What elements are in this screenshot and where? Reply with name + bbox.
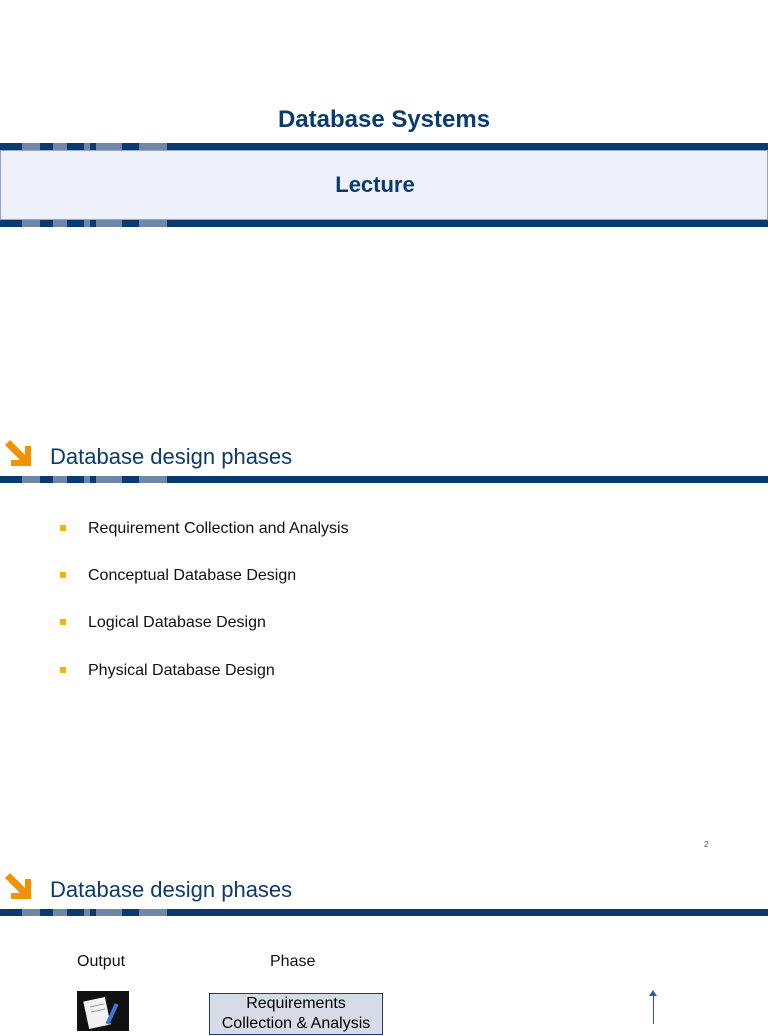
bullet-item: Conceptual Database Design bbox=[88, 567, 297, 584]
bullet-marker bbox=[60, 619, 66, 625]
header-stripe-bottom bbox=[0, 220, 768, 227]
page-number: 2 bbox=[704, 840, 709, 849]
slide1-title: Database Systems bbox=[277, 106, 491, 133]
bullet-marker bbox=[60, 667, 66, 673]
bullet-item: Requirement Collection and Analysis bbox=[88, 520, 349, 537]
slide1-subtitle: Lecture bbox=[335, 172, 415, 197]
bullet-item: Logical Database Design bbox=[88, 614, 266, 631]
phase-box-requirements bbox=[209, 993, 383, 1035]
arrow-down-right-icon bbox=[3, 438, 33, 468]
section-stripe bbox=[0, 909, 768, 916]
bullet-marker bbox=[60, 572, 66, 578]
phase-box-line: Collection & Analysis bbox=[221, 1015, 371, 1032]
slide3-title: Database design phases bbox=[50, 877, 293, 902]
phase-box-line: Requirements bbox=[246, 995, 346, 1012]
slide2-title: Database design phases bbox=[50, 444, 293, 469]
section-stripe bbox=[0, 476, 768, 483]
column-header-phase: Phase bbox=[270, 953, 316, 970]
arrow-up-shaft bbox=[653, 994, 654, 1024]
arrow-down-right-icon bbox=[3, 871, 33, 901]
column-header-output: Output bbox=[77, 953, 126, 970]
document-pencil-icon bbox=[77, 991, 129, 1031]
bullet-marker bbox=[60, 525, 66, 531]
header-stripe-top bbox=[0, 143, 768, 150]
bullet-item: Physical Database Design bbox=[88, 662, 275, 679]
